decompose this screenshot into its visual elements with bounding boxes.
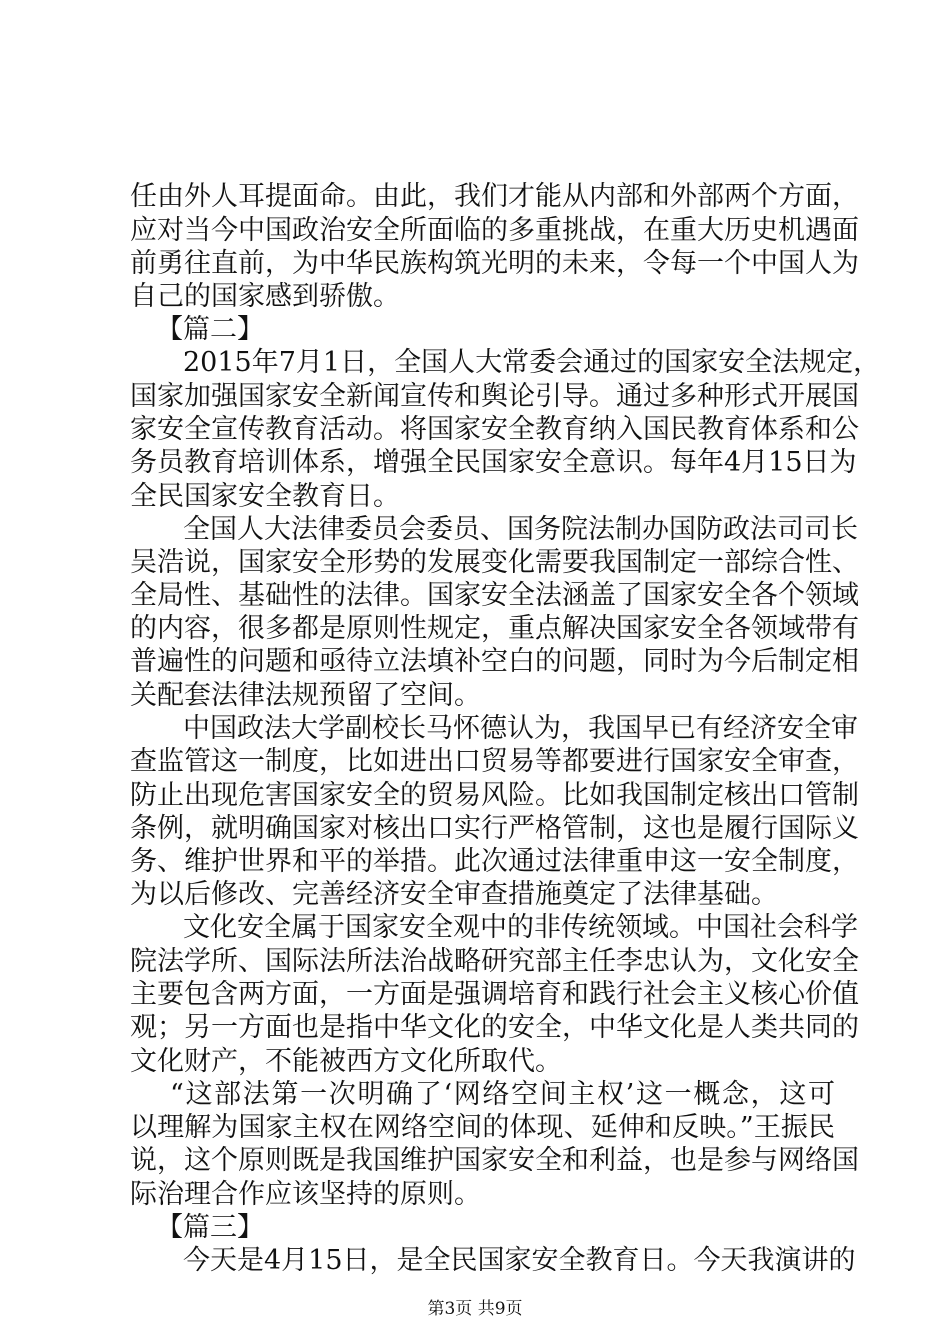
text-line: 今天是4月15日，是全民国家安全教育日。今天我演讲的 (183, 1245, 856, 1276)
page-footer: 第3页 共9页 (427, 1299, 523, 1319)
text-line: “这部法第一次明确了‘网络空间主权’这一概念，这可 (170, 1079, 835, 1110)
text-line: 吴浩说，国家安全形势的发展变化需要我国制定一部综合性、 (130, 547, 859, 578)
text-line: 任由外人耳提面命。由此，我们才能从内部和外部两个方面， (130, 181, 859, 212)
text-line: 为以后修改、完善经济安全审查措施奠定了法律基础。 (130, 879, 778, 910)
text-line: 防止出现危害国家安全的贸易风险。比如我国制定核出口管制 (130, 780, 859, 811)
text-line: 观；另一方面也是指中华文化的安全，中华文化是人类共同的 (130, 1012, 859, 1043)
text-line: 文化安全属于国家安全观中的非传统领域。中国社会科学 (183, 912, 858, 943)
text-line: 际治理合作应该坚持的原则。 (130, 1179, 481, 1210)
text-line: 中国政法大学副校长马怀德认为，我国早已有经济安全审 (183, 713, 858, 744)
text-line: 查监管这一制度，比如进出口贸易等都要进行国家安全审查， (130, 746, 859, 777)
text-line: 务、维护世界和平的举措。此次通过法律重申这一安全制度， (130, 846, 859, 877)
text-line: 以理解为国家主权在网络空间的体现、延伸和反映。”王振民 (130, 1112, 835, 1143)
section-heading: 【篇二】 (156, 314, 264, 345)
text-line: 的内容，很多都是原则性规定，重点解决国家安全各领域带有 (130, 613, 859, 644)
text-line: 全国人大法律委员会委员、国务院法制办国防政法司司长 (183, 514, 858, 545)
text-line: 家安全宣传教育活动。将国家安全教育纳入国民教育体系和公 (130, 414, 859, 445)
text-line: 院法学所、国际法所法治战略研究部主任李忠认为，文化安全 (130, 946, 859, 977)
text-line: 普遍性的问题和亟待立法填补空白的问题，同时为今后制定相 (130, 646, 859, 677)
text-line: 说，这个原则既是我国维护国家安全和利益，也是参与网络国 (130, 1145, 859, 1176)
text-line: 国家加强国家安全新闻宣传和舆论引导。通过多种形式开展国 (130, 381, 859, 412)
text-line: 应对当今中国政治安全所面临的多重挑战，在重大历史机遇面 (130, 215, 859, 246)
text-line: 前勇往直前，为中华民族构筑光明的未来，令每一个中国人为 (130, 248, 859, 279)
text-line: 关配套法律法规预留了空间。 (130, 680, 481, 711)
text-line: 务员教育培训体系，增强全民国家安全意识。每年4月15日为 (130, 447, 857, 478)
text-line: 全局性、基础性的法律。国家安全法涵盖了国家安全各个领域 (130, 580, 859, 611)
text-line: 全民国家安全教育日。 (130, 481, 400, 512)
text-line: 条例，就明确国家对核出口实行严格管制，这也是履行国际义 (130, 813, 859, 844)
text-line: 主要包含两方面，一方面是强调培育和践行社会主义核心价值 (130, 979, 859, 1010)
text-line: 文化财产，不能被西方文化所取代。 (130, 1046, 562, 1077)
text-line: 自己的国家感到骄傲。 (130, 281, 400, 312)
section-heading: 【篇三】 (156, 1212, 264, 1243)
text-line: 2015年7月1日，全国人大常委会通过的国家安全法规定， (183, 347, 881, 378)
